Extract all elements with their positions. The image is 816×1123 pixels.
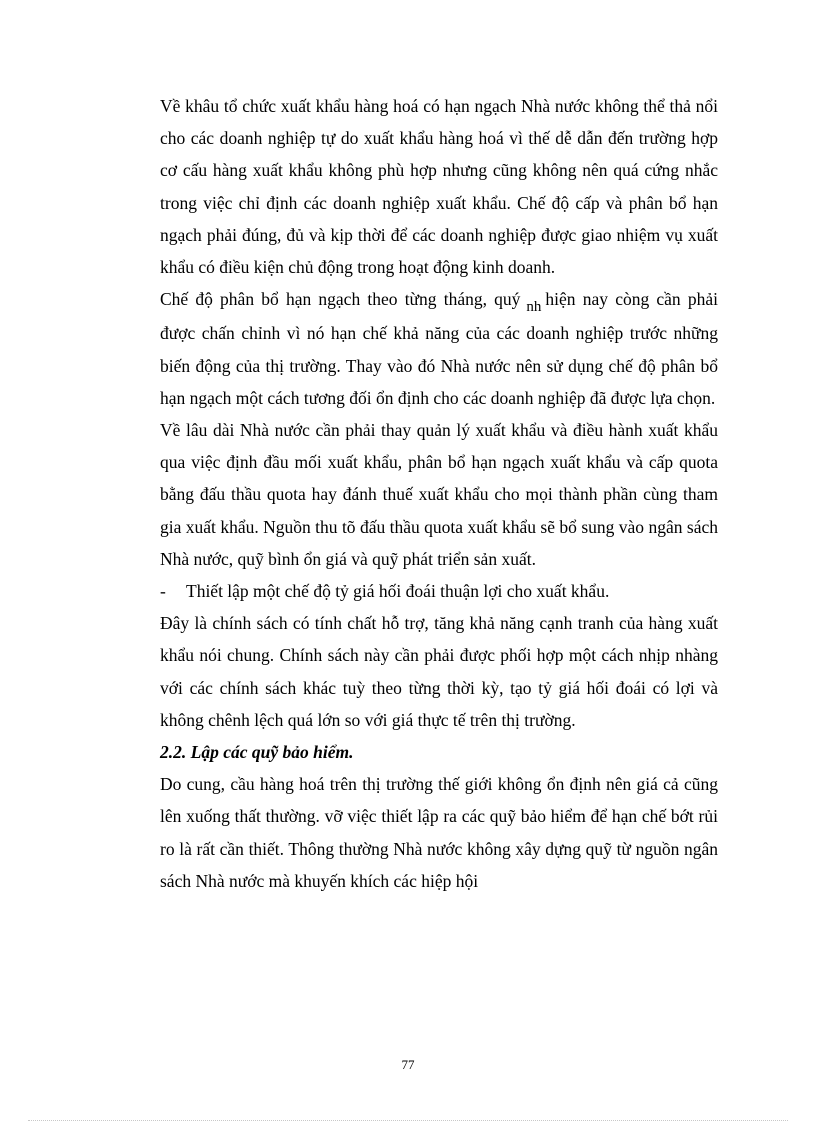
footer-divider [28, 1120, 788, 1121]
bullet-dash: - [160, 581, 166, 602]
body-text [160, 90, 718, 897]
paragraph-quota-allocation-start: Chế độ phân bổ hạn ngạch theo từng tháng, quý [160, 289, 521, 310]
paragraph-exchange-rate-policy: Đây là chính sách có tính chất hỗ trợ, tăng khả năng cạnh tranh của hàng xuất khẩu nói chung. Chính sách này cần phải được phối hợp một cách nhịp nhàng với các chính sách khác tuỳ theo từng thời kỳ, tạo tỷ giá hối đoái có lợi và không chênh lệch quá lớn so với giá thực tế trên thị trường. [160, 613, 718, 730]
paragraph-long-term-management: Về lâu dài Nhà nước cần phải thay quản lý xuất khẩu và điều hành xuất khẩu qua việc định đầu mối xuất khẩu, phân bổ hạn ngạch xuất khẩu và cấp quota bằng đấu thầu quota hay đánh thuế xuất khẩu cho mọi thành phần cùng tham gia xuất khẩu. Nguồn thu tõ đấu thầu quota xuất khẩu sẽ bổ sung vào ngân sách Nhà nước, quỹ bình ổn giá và quỹ phát triển sản xuất. [160, 420, 718, 569]
bullet-item-exchange-rate [160, 575, 718, 607]
paragraph-quota-allocation [160, 283, 718, 414]
subscript-fragment: nh [526, 299, 542, 316]
paragraph-quota-allocation-end: hiện nay còng cần phải được chấn chỉnh vì nó hạn chế khả năng của các doanh nghiệp trước những biến động của thị trường. Thay vào đó Nhà nước nên sử dụng chế độ phân bổ hạn ngạch một cách tương đối ổn định cho các doanh nghiệp đã được lựa chọn. [160, 289, 718, 408]
paragraph-insurance-funds: Do cung, cầu hàng hoá trên thị trường thế giới không ổn định nên giá cả cũng lên xuống thất thường. vỡ việc thiết lập ra các quỹ bảo hiểm để hạn chế bớt rủi ro là rất cần thiết. Thông thường Nhà nước không xây dựng quỹ từ nguồn ngân sách Nhà nước mà khuyến khích các hiệp hội [160, 774, 718, 891]
bullet-text: Thiết lập một chế độ tỷ giá hối đoái thuận lợi cho xuất khẩu. [186, 581, 610, 602]
page-number: 77 [401, 1057, 415, 1072]
section-heading: 2.2. Lập các quỹ bảo hiểm. [160, 742, 354, 763]
paragraph-quota-organization: Về khâu tổ chức xuất khẩu hàng hoá có hạn ngạch Nhà nước không thể thả nổi cho các doanh nghiệp tự do xuất khẩu hàng hoá vì thế dễ dẫn đến trường hợp cơ cấu hàng xuất khẩu không phù hợp nhưng cũng không nên quá cứng nhắc trong việc chỉ định các doanh nghiệp xuất khẩu. Chế độ cấp và phân bổ hạn ngạch phải đúng, đủ và kịp thời để các doanh nghiệp được giao nhiệm vụ xuất khẩu có điều kiện chủ động trong hoạt động kinh doanh. [160, 96, 718, 278]
